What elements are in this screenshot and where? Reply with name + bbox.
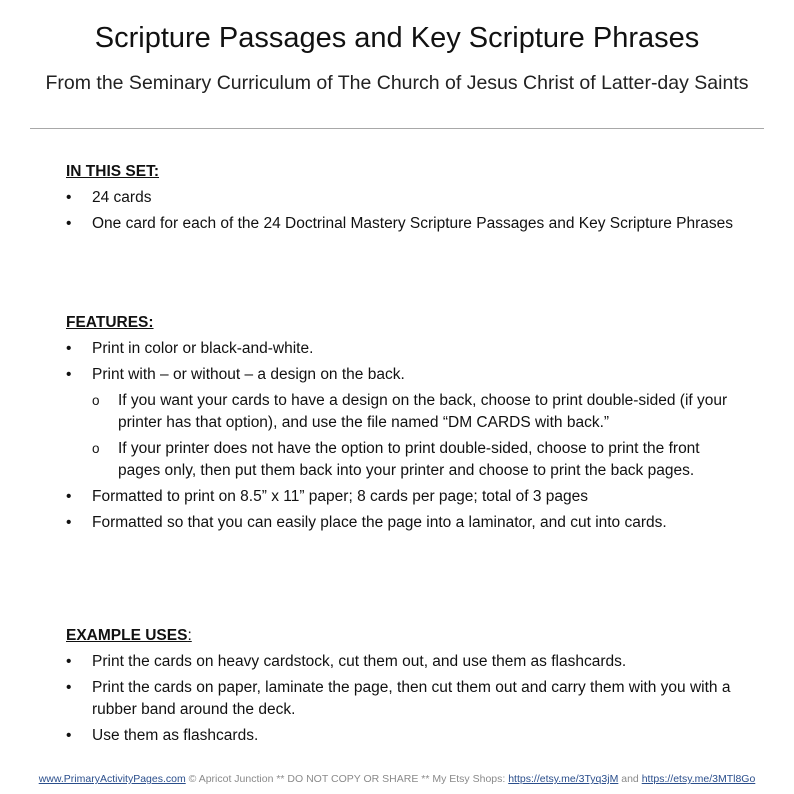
bullet-list <box>66 338 734 386</box>
notice-text: ** DO NOT COPY OR SHARE ** <box>276 773 430 785</box>
list-item: • Use them as flashcards. <box>66 725 734 747</box>
list-item: • Print the cards on paper, laminate the page, then cut them out and carry them with you with a rubber band around the deck. <box>66 677 734 721</box>
bullet-list <box>66 651 734 747</box>
sub-list-item: o If you want your cards to have a design on the back, choose to print double-sided (if your printer has that option), and use the file named “DM CARDS with back.” <box>66 390 734 434</box>
bullet-list <box>66 486 734 534</box>
page-subtitle: From the Seminary Curriculum of The Church of Jesus Christ of Latter-day Saints <box>45 72 749 94</box>
etsy-shop-link-2[interactable]: https://etsy.me/3MTl8Go <box>641 773 756 785</box>
site-link[interactable]: www.PrimaryActivityPages.com <box>38 773 186 785</box>
section-heading <box>66 624 734 647</box>
section-in-this-set <box>66 160 734 235</box>
list-item: • Print in color or black-and-white. <box>66 338 734 360</box>
list-item: • Formatted so that you can easily place the page into a laminator, and cut into cards. <box>66 512 734 534</box>
list-item: • Print the cards on heavy cardstock, cut them out, and use them as flashcards. <box>66 651 734 673</box>
list-item: • 24 cards <box>66 187 734 209</box>
sub-list-item: o If your printer does not have the option to print double-sided, choose to print the front pages only, then put them back into your printer and choose to print the back pages. <box>66 438 734 482</box>
sub-bullet-list <box>66 390 734 482</box>
and-text: and <box>621 773 639 785</box>
section-features <box>66 311 734 534</box>
section-heading-text: EXAMPLE USES <box>66 627 188 644</box>
list-item: • One card for each of the 24 Doctrinal Mastery Scripture Passages and Key Scripture Phrases <box>66 213 734 235</box>
section-heading: IN THIS SET: <box>66 163 160 180</box>
page-title: Scripture Passages and Key Scripture Phrases <box>94 22 700 54</box>
list-item <box>66 364 734 386</box>
shops-label: My Etsy Shops: <box>432 773 506 785</box>
section-heading: FEATURES: <box>66 314 154 331</box>
divider <box>30 128 764 129</box>
list-item: • Formatted to print on 8.5” x 11” paper; 8 cards per page; total of 3 pages <box>66 486 734 508</box>
footer <box>0 773 794 785</box>
list-item-text: Print with – or without – a design on the back. <box>92 366 405 383</box>
section-example-uses <box>66 624 734 747</box>
heading-colon: : <box>187 627 192 644</box>
etsy-shop-link-1[interactable]: https://etsy.me/3Tyq3jM <box>508 773 619 785</box>
bullet-list <box>66 187 734 235</box>
copyright-text: © Apricot Junction <box>188 773 274 785</box>
